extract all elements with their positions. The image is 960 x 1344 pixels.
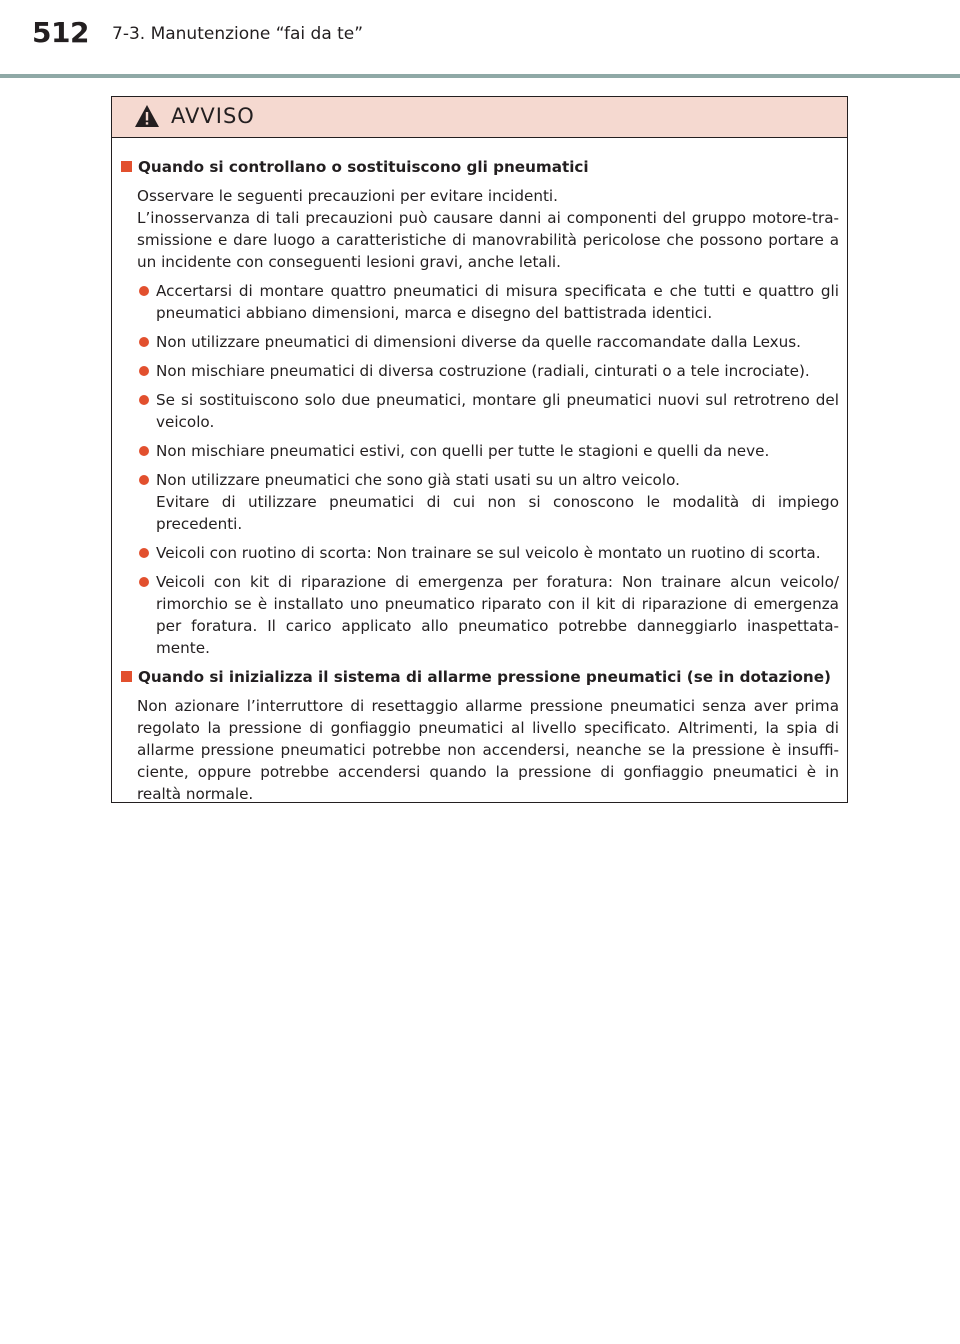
intro-paragraph	[121, 185, 839, 273]
intro-paragraph	[121, 695, 839, 805]
section-tire-check	[121, 156, 839, 659]
intro-line: Non azionare l’interruttore di resettaggio allarme pressione pneumatici senza aver prima regolato la pressione di gonfiaggio pneumatici al livello specificato. Altrimenti, la spia di allarme pressione pneumatici potrebbe non accendersi, neanche se la pressione è insuffi-ciente, oppure potrebbe accendersi quando la pressione di gonfiaggio pneumatici è in realtà normale.	[137, 697, 839, 803]
list-item-text: Veicoli con ruotino di scorta: Non trainare se sul veicolo è montato un ruotino di scorta.	[156, 544, 821, 562]
warning-triangle-icon	[134, 104, 160, 128]
round-bullet-icon	[139, 337, 149, 347]
intro-line: L’inosservanza di tali precauzioni può causare danni ai componenti del gruppo motore-tra-smissione e dare luogo a caratteristiche di manovrabilità pericolose che possono portare a un incidente con conseguenti lesioni gravi, anche letali.	[137, 209, 839, 271]
list-item	[121, 331, 839, 353]
page-number: 512	[32, 16, 89, 49]
section-heading	[121, 666, 839, 688]
round-bullet-icon	[139, 475, 149, 485]
warning-box	[111, 96, 848, 803]
warning-title: AVVISO	[171, 104, 255, 128]
section-tpms-init	[121, 666, 839, 805]
section-heading	[121, 156, 839, 178]
list-item	[121, 469, 839, 535]
list-item	[121, 280, 839, 324]
chapter-title: 7-3. Manutenzione “fai da te”	[112, 24, 364, 44]
round-bullet-icon	[139, 446, 149, 456]
round-bullet-icon	[139, 395, 149, 405]
list-item	[121, 360, 839, 382]
list-item	[121, 440, 839, 462]
square-bullet-icon	[121, 161, 132, 172]
list-item	[121, 542, 839, 564]
list-item-text: Non utilizzare pneumatici di dimensioni diverse da quelle raccomandate dalla Lexus.	[156, 333, 802, 351]
warning-body	[112, 138, 847, 805]
list-item	[121, 389, 839, 433]
list-item-text: Veicoli con kit di riparazione di emergenza per foratura: Non trainare alcun veicolo/ rimorchio se è installato uno pneumatico riparato con il kit di riparazione di emergenza per foratura. Il carico applicato allo pneumatico potrebbe danneggiarlo inaspettata-mente.	[156, 573, 839, 657]
list-item	[121, 571, 839, 659]
intro-line: Osservare le seguenti precauzioni per evitare incidenti.	[137, 187, 558, 205]
list-item-text: Non utilizzare pneumatici che sono già stati usati su un altro veicolo.	[156, 471, 680, 489]
list-item-text: Se si sostituiscono solo due pneumatici, montare gli pneumatici nuovi sul retrotreno del veicolo.	[156, 391, 839, 431]
round-bullet-icon	[139, 366, 149, 376]
round-bullet-icon	[139, 548, 149, 558]
square-bullet-icon	[121, 671, 132, 682]
header-rule	[0, 74, 960, 78]
list-item-text: Non mischiare pneumatici estivi, con quelli per tutte le stagioni e quelli da neve.	[156, 442, 770, 460]
list-item-text: Evitare di utilizzare pneumatici di cui non si conoscono le modalità di impiego precedenti.	[156, 493, 839, 533]
round-bullet-icon	[139, 286, 149, 296]
page-header	[0, 0, 960, 80]
section-heading-text: Quando si inizializza il sistema di allarme pressione pneumatici (se in dotazione)	[138, 668, 831, 686]
warning-header	[112, 97, 847, 138]
list-item-text: Accertarsi di montare quattro pneumatici di misura specificata e che tutti e quattro gli pneumatici abbiano dimensioni, marca e disegno del battistrada identici.	[156, 282, 839, 322]
section-heading-text: Quando si controllano o sostituiscono gli pneumatici	[138, 158, 589, 176]
list-item-text: Non mischiare pneumatici di diversa costruzione (radiali, cinturati o a tele incrociate).	[156, 362, 810, 380]
round-bullet-icon	[139, 577, 149, 587]
